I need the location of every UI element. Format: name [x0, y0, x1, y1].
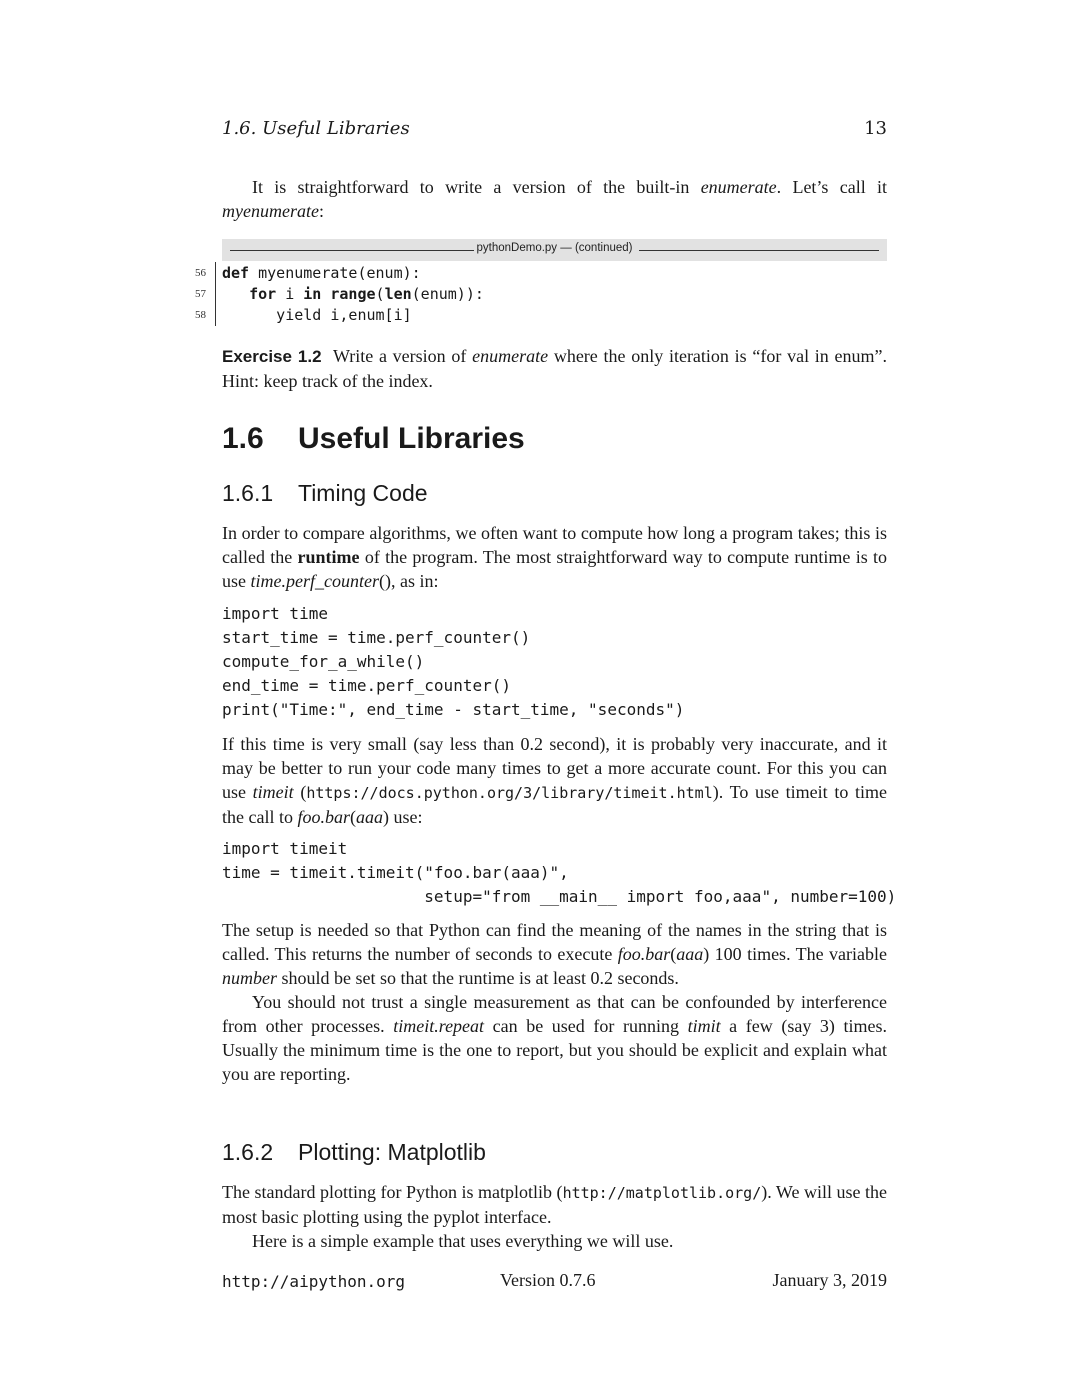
exercise-label: Exercise 1.2 [222, 347, 322, 366]
section-number: 1.6 [222, 422, 264, 455]
code-line: yield i,enum[i] [222, 306, 412, 324]
matplotlib-link[interactable]: http://matplotlib.org/ [562, 1184, 762, 1202]
enumerate-term: enumerate [700, 177, 777, 197]
subsection-number: 1.6.2 [222, 1139, 274, 1165]
listing-left-rule [215, 262, 216, 326]
code-line: for i in range(len(enum)): [249, 285, 484, 303]
footer-url[interactable]: http://aipython.org [222, 1272, 406, 1291]
page-footer [222, 1270, 887, 1294]
running-header-title: 1.6. Useful Libraries [222, 118, 410, 139]
listing-caption-bar [222, 239, 887, 261]
section-heading [222, 422, 525, 456]
subsection-title: Timing Code [298, 480, 428, 506]
intro-paragraph: It is straightforward to write a version of the built-in enumerate. Let’s call it myenumerate: [222, 177, 887, 221]
code-line: def myenumerate(enum): [222, 264, 421, 282]
page-number: 13 [864, 118, 887, 139]
line-number: 58 [195, 309, 206, 321]
timing-paragraph-1: In order to compare algorithms, we often want to compute how long a program takes; this is called the runtime of the program. The most straightforward way to compute runtime is to use time.perf_counter(), as in: [222, 523, 887, 591]
python-docs-link[interactable]: https://docs.python.org/3/library/timeit.html [306, 784, 713, 802]
section-title: Useful Libraries [298, 422, 525, 455]
code-block-timing: import time start_time = time.perf_counter() compute_for_a_while() end_time = time.perf_counter() print("Time:", end_time - start_time, "seconds") [222, 604, 685, 719]
code-block-timeit: import timeit time = timeit.timeit("foo.bar(aaa)", setup="from __main__ import foo,aaa", number=100) [222, 839, 897, 906]
runtime-term: runtime [297, 547, 360, 567]
myenumerate-term: myenumerate [222, 201, 319, 221]
plotting-paragraph: The standard plotting for Python is matplotlib (http://matplotlib.org/). We will use the most basic plotting using the pyplot interface. Here is a simple example that uses everything we will use. [222, 1182, 887, 1251]
timing-paragraph-3: The setup is needed so that Python can find the meaning of the names in the string that is called. This returns the number of seconds to execute foo.bar(aaa) 100 times. The variable number should be set so that the runtime is at least 0.2 seconds. You should not trust a single measurement as that can be confounded by interference from other processes. timeit.repeat can be used for running timit a few (say 3) times. Usually the minimum time is the one to report, but you should be explicit and explain what you are reporting. [222, 920, 888, 1084]
listing-caption: pythonDemo.py — (continued) [476, 242, 633, 254]
subsection-heading [222, 1139, 486, 1166]
timing-paragraph-2: If this time is very small (say less than 0.2 second), it is probably very inaccurate, and it may be better to run your code many times to get a more accurate count. For this you can use timeit (https://docs.python.org/3/library/timeit.html). To use timeit to time the call to foo.bar(aaa) use: [222, 734, 887, 827]
subsection-title: Plotting: Matplotlib [298, 1139, 486, 1165]
line-number: 57 [195, 288, 206, 300]
subsection-heading [222, 480, 428, 507]
subsection-number: 1.6.1 [222, 480, 274, 506]
line-number: 56 [195, 267, 206, 279]
exercise-paragraph: Exercise 1.2 Write a version of enumerate where the only iteration is “for val in enum”. Hint: keep track of the index. [222, 346, 887, 391]
footer-date: January 3, 2019 [772, 1270, 887, 1290]
caption-rule-right [639, 250, 879, 251]
running-header [222, 118, 887, 142]
footer-version: Version 0.7.6 [500, 1270, 596, 1290]
plotting-paragraph-2: Here is a simple example that uses everything we will use. [252, 1231, 674, 1251]
